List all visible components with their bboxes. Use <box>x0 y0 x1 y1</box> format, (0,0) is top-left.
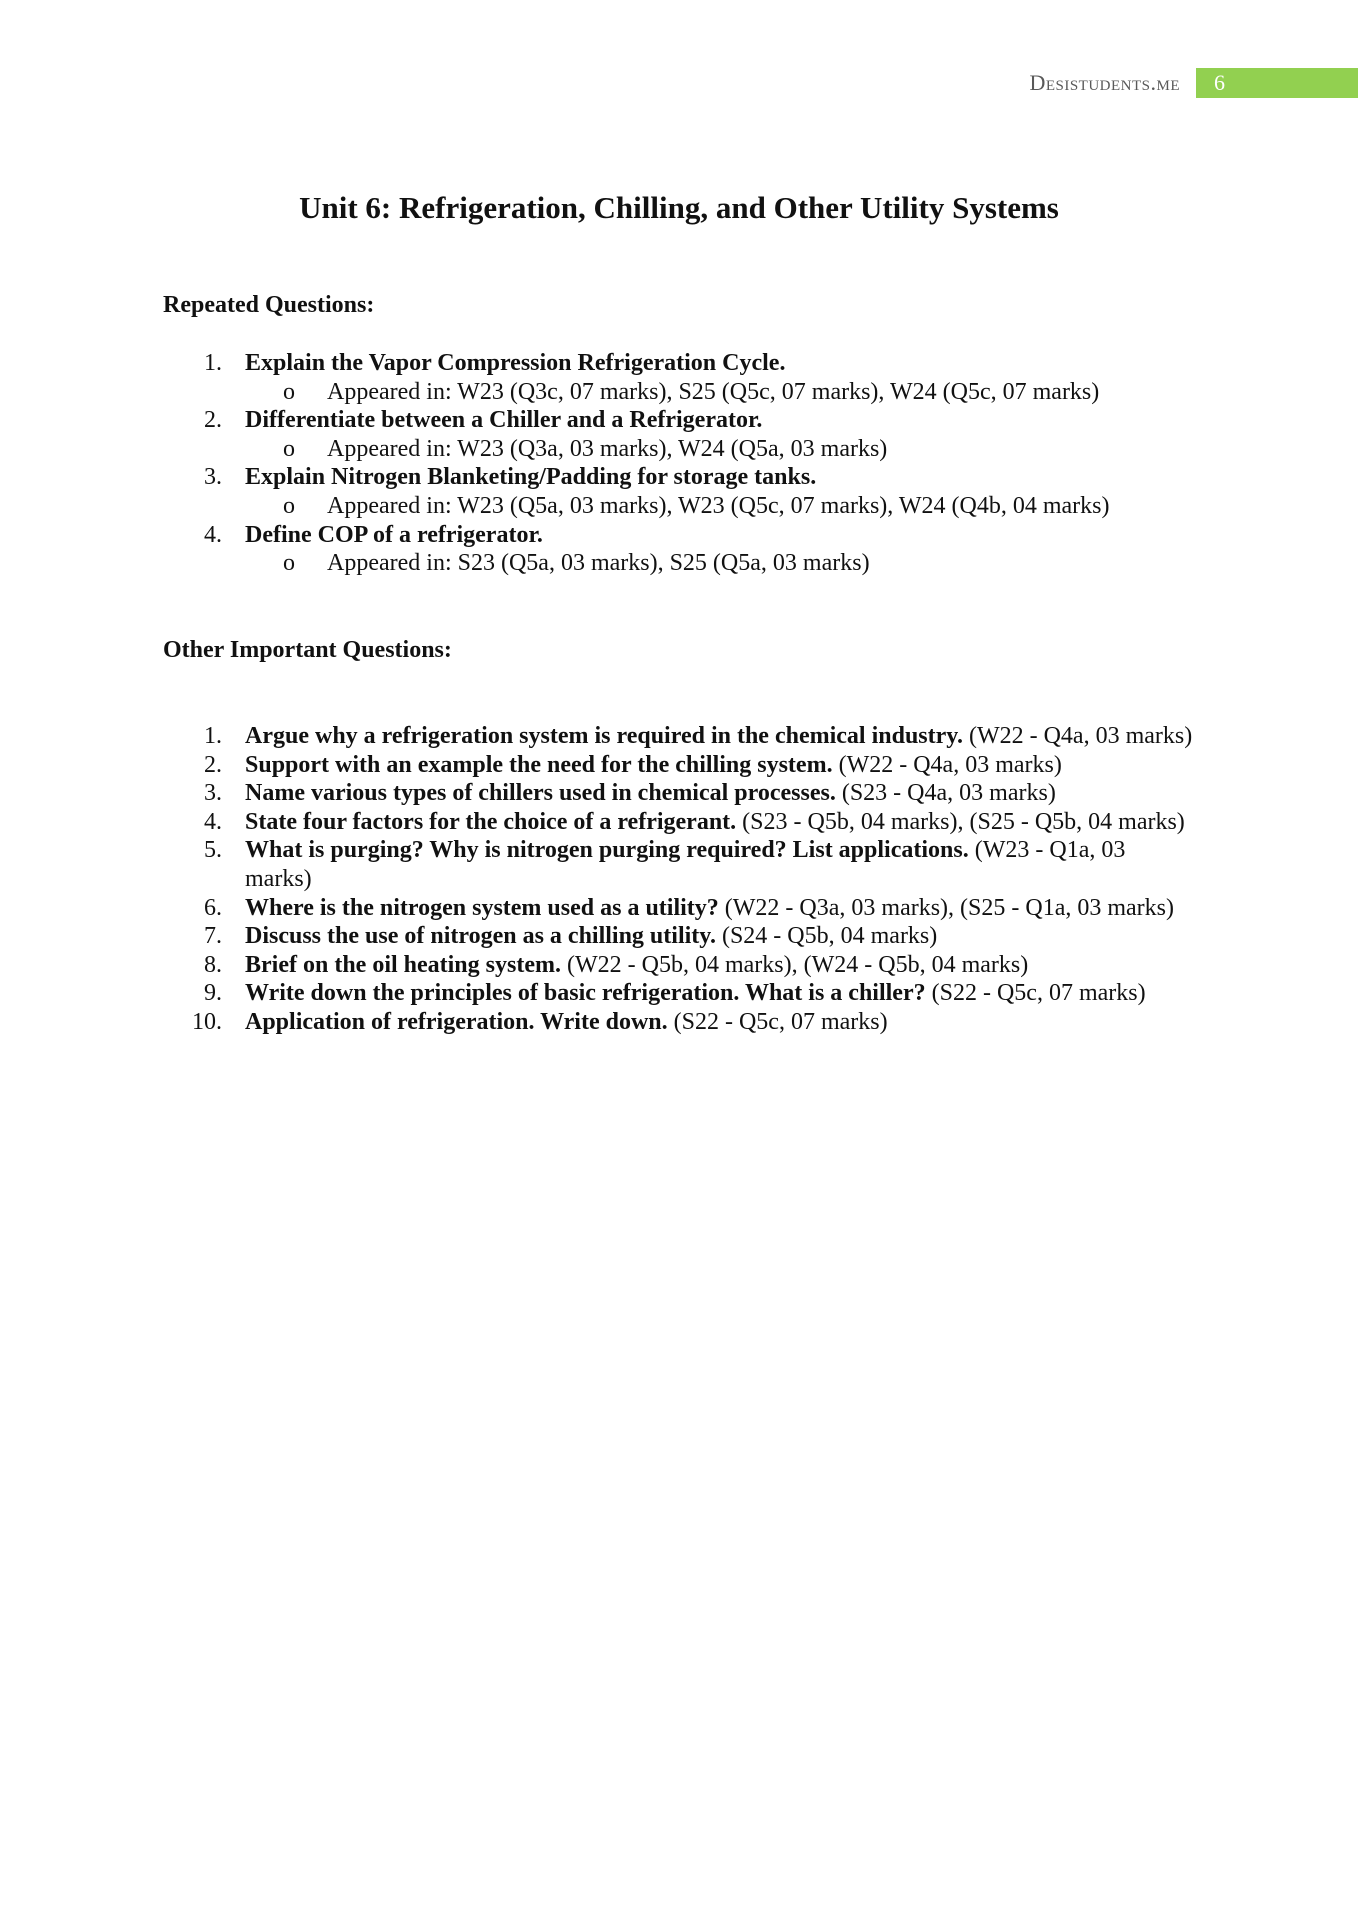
question-text: Discuss the use of nitrogen as a chilling utility. <box>245 923 716 950</box>
other-question-item <box>0 979 1358 1008</box>
site-name: Desistudents.me <box>1029 70 1180 95</box>
page-header <box>1029 68 1358 98</box>
item-number: 3. <box>204 464 222 491</box>
item-number: 2. <box>204 407 222 434</box>
other-question-item <box>0 894 1358 923</box>
item-number: 4. <box>204 521 222 548</box>
repeated-questions-list <box>0 349 1358 578</box>
question-reference: (S24 - Q5b, 04 marks) <box>715 923 938 950</box>
question-reference: (W23 - Q1a, 03 marks) <box>245 837 1126 892</box>
other-question-item <box>0 951 1358 980</box>
question-reference: (W22 - Q3a, 03 marks), (S25 - Q1a, 03 marks) <box>718 894 1175 921</box>
appearance-text: Appeared in: W23 (Q3a, 03 marks), W24 (Q5a, 03 marks) <box>327 435 888 462</box>
question-text: State four factors for the choice of a refrigerant. <box>245 808 737 835</box>
other-question-item <box>0 751 1358 780</box>
question-text: Differentiate between a Chiller and a Refrigerator. <box>245 407 763 434</box>
question-text: Brief on the oil heating system. <box>245 951 561 978</box>
bullet-icon: o <box>283 435 295 462</box>
item-number: 4. <box>204 808 222 835</box>
item-number: 8. <box>204 951 222 978</box>
item-number: 5. <box>204 837 222 864</box>
bullet-icon: o <box>283 492 295 519</box>
question-text: Name various types of chillers used in chemical processes. <box>245 780 836 807</box>
question-text: Write down the principles of basic refrigeration. What is a chiller? <box>245 980 926 1007</box>
appearance-sub-item <box>0 492 1358 521</box>
question-text: Where is the nitrogen system used as a utility? <box>245 894 719 921</box>
appearance-text: Appeared in: W23 (Q3c, 07 marks), S25 (Q5c, 07 marks), W24 (Q5c, 07 marks) <box>327 378 1100 405</box>
question-text: Define COP of a refrigerator. <box>245 521 543 548</box>
bullet-icon: o <box>283 550 295 577</box>
question-text: Support with an example the need for the chilling system. <box>245 751 833 778</box>
item-number: 10. <box>192 1008 222 1035</box>
question-text: What is purging? Why is nitrogen purging required? List applications. <box>245 837 969 864</box>
page-title: Unit 6: Refrigeration, Chilling, and Other Utility Systems <box>299 190 1059 225</box>
item-number: 1. <box>204 350 222 376</box>
repeated-question-item <box>0 521 1358 550</box>
other-questions-heading: Other Important Questions: <box>163 637 452 663</box>
repeated-question-item <box>0 463 1358 492</box>
item-number: 3. <box>204 780 222 807</box>
appearance-sub-item <box>0 549 1358 578</box>
other-question-item <box>0 922 1358 951</box>
other-questions-list <box>0 722 1358 1037</box>
item-number: 9. <box>204 980 222 1007</box>
appearance-text: Appeared in: S23 (Q5a, 03 marks), S25 (Q5a, 03 marks) <box>327 550 870 577</box>
item-number: 2. <box>204 751 222 778</box>
bullet-icon: o <box>283 378 295 405</box>
question-reference: (W22 - Q4a, 03 marks) <box>832 751 1062 778</box>
item-number: 7. <box>204 923 222 950</box>
question-text: Application of refrigeration. Write down. <box>245 1008 668 1035</box>
repeated-question-item <box>0 406 1358 435</box>
question-reference: (S22 - Q5c, 07 marks) <box>667 1008 888 1035</box>
question-text: Explain Nitrogen Blanketing/Padding for storage tanks. <box>245 464 817 491</box>
repeated-question-item <box>0 349 1358 378</box>
question-text: Argue why a refrigeration system is required in the chemical industry. <box>245 723 963 749</box>
question-reference: (S22 - Q5c, 07 marks) <box>925 980 1146 1007</box>
item-number: 1. <box>204 723 222 749</box>
other-question-item <box>0 1008 1358 1037</box>
question-text: Explain the Vapor Compression Refrigeration Cycle. <box>245 350 786 376</box>
question-reference: (W22 - Q4a, 03 marks) <box>962 723 1193 749</box>
appearance-sub-item <box>0 435 1358 464</box>
other-question-item <box>0 722 1358 751</box>
question-reference: (S23 - Q4a, 03 marks) <box>835 780 1056 807</box>
appearance-sub-item <box>0 378 1358 407</box>
question-reference: (W22 - Q5b, 04 marks), (W24 - Q5b, 04 marks) <box>560 951 1029 978</box>
other-question-item <box>0 836 1358 893</box>
question-reference: (S23 - Q5b, 04 marks), (S25 - Q5b, 04 marks) <box>736 808 1185 835</box>
appearance-text: Appeared in: W23 (Q5a, 03 marks), W23 (Q5c, 07 marks), W24 (Q4b, 04 marks) <box>327 492 1110 519</box>
item-number: 6. <box>204 894 222 921</box>
page-number: 6 <box>1196 68 1358 98</box>
repeated-questions-heading: Repeated Questions: <box>163 292 375 318</box>
other-question-item <box>0 808 1358 837</box>
other-question-item <box>0 779 1358 808</box>
